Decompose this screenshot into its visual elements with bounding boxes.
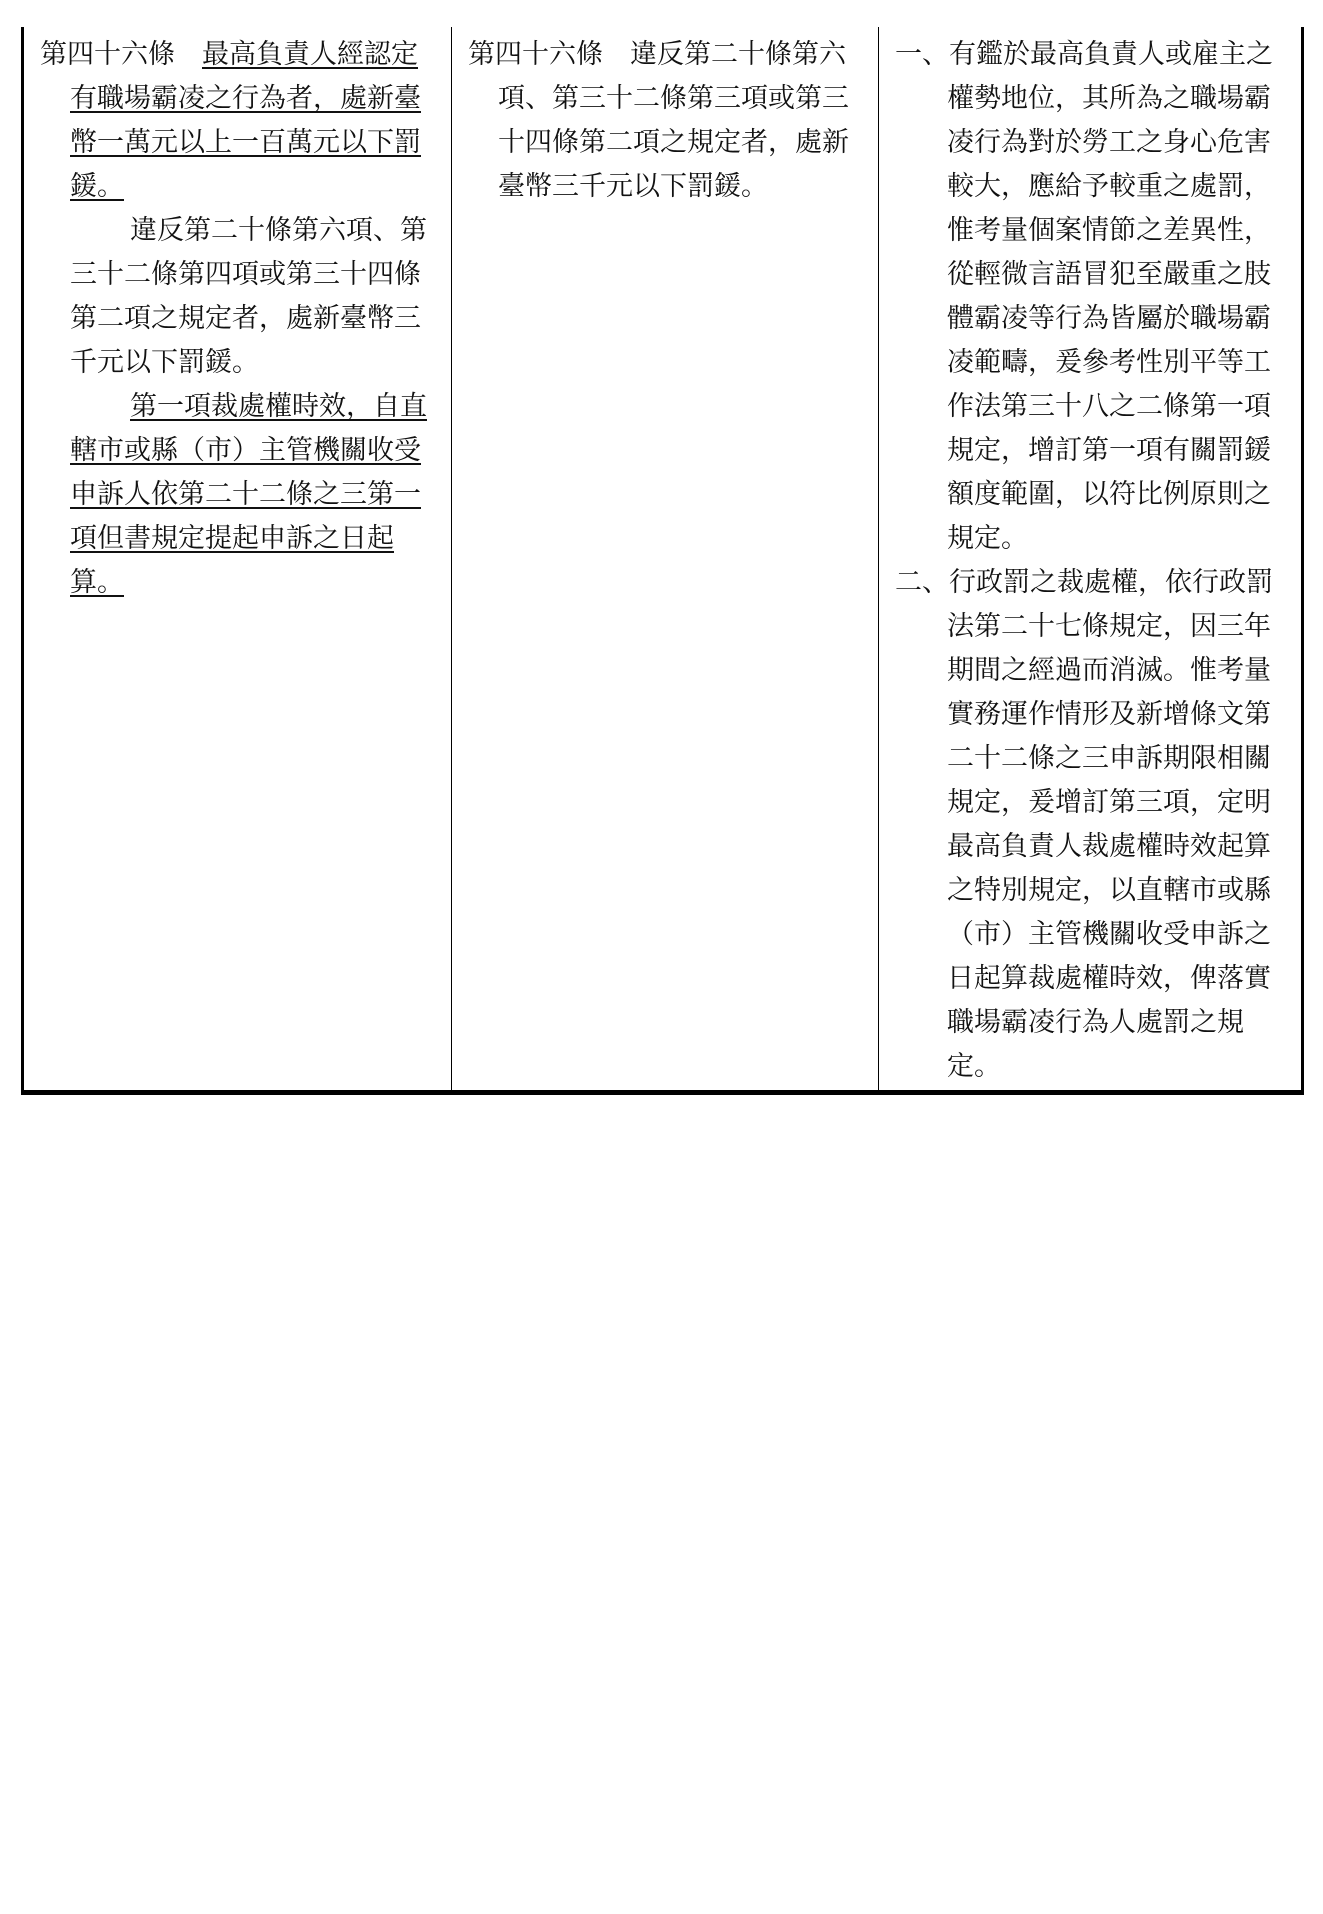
article-number: 第四十六條 bbox=[40, 39, 175, 70]
amended-paragraph-2: 違反第二十條第六項、第三十二條第四項或第三十四條第二項之規定者，處新臺幣三千元以下罰鍰。 bbox=[70, 215, 427, 378]
current-paragraph-text: 違反第二十條第六項、第三十二條第三項或第三十四條第二項之規定者，處新臺幣三千元以下罰鍰。 bbox=[498, 39, 849, 202]
item-number: 二、 bbox=[895, 567, 949, 598]
table-row bbox=[23, 27, 1303, 1093]
current-paragraph-1 bbox=[468, 33, 864, 209]
explanation-cell bbox=[879, 27, 1303, 1093]
amended-paragraph-1 bbox=[40, 33, 437, 209]
added-text-underlined: 第一項裁處權時效，自直轄市或縣（市）主管機關收受申訴人依第二十二條之三第一項但書規定提起申訴之日起算。 bbox=[70, 391, 427, 598]
item-number: 一、 bbox=[895, 39, 949, 70]
comparison-table bbox=[21, 27, 1304, 1095]
article-number: 第四十六條 bbox=[468, 39, 603, 70]
explanation-item-2 bbox=[895, 561, 1287, 1089]
explanation-item-1 bbox=[895, 33, 1287, 561]
added-text-underlined: 最高負責人經認定有職場霸凌之行為者，處新臺幣一萬元以上一百萬元以下罰鍰。 bbox=[70, 39, 421, 202]
amended-text-cell bbox=[23, 27, 452, 1093]
current-text-cell bbox=[452, 27, 879, 1093]
item-text: 有鑑於最高負責人或雇主之權勢地位，其所為之職場霸凌行為對於勞工之身心危害較大，應給予較重之處罰，惟考量個案情節之差異性，從輕微言語冒犯至嚴重之肢體霸凌等行為皆屬於職場霸凌範疇，爰參考性別平等工作法第三十八之二條第一項規定，增訂第一項有關罰鍰額度範圍，以符比例原則之規定。 bbox=[947, 39, 1273, 554]
item-text: 行政罰之裁處權，依行政罰法第二十七條規定，因三年期間之經過而消滅。惟考量實務運作情形及新增條文第二十二條之三申訴期限相關規定，爰增訂第三項，定明最高負責人裁處權時效起算之特別規定，以直轄市或縣（市）主管機關收受申訴之日起算裁處權時效，俾落實職場霸凌行為人處罰之規定。 bbox=[947, 567, 1273, 1082]
amended-paragraph-3 bbox=[40, 385, 437, 605]
